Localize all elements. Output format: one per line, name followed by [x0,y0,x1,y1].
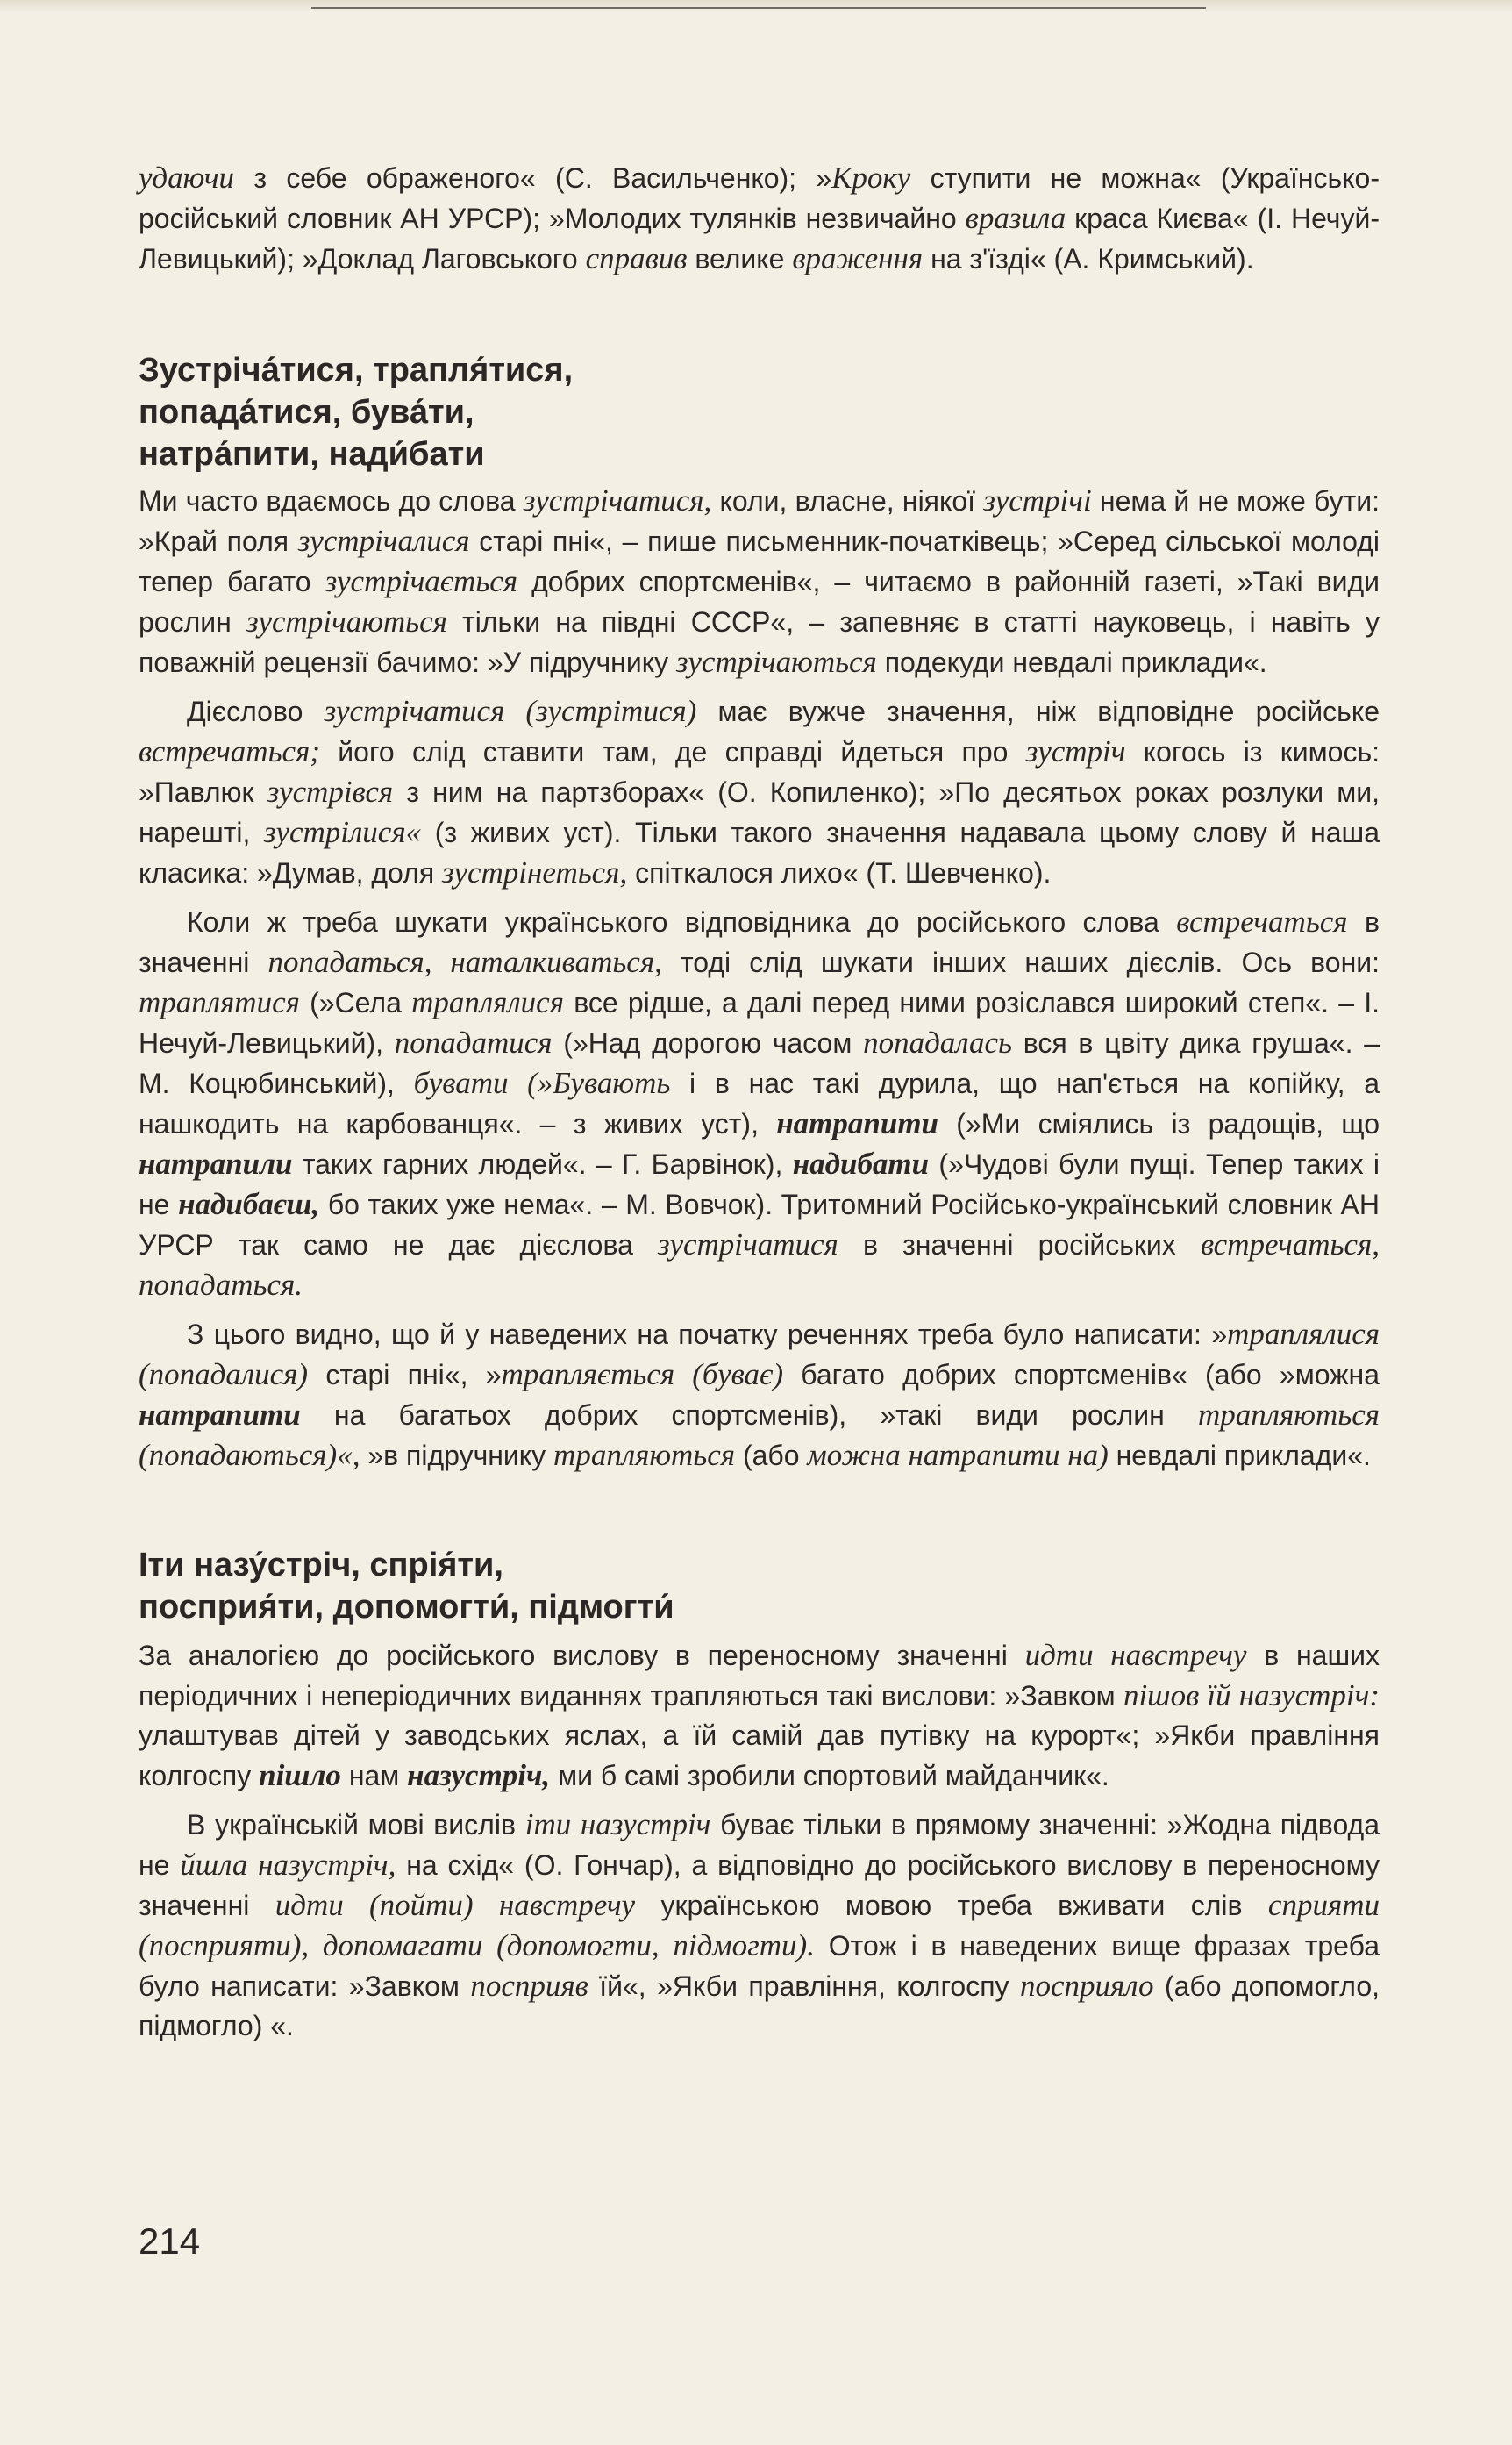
text-run: з ним на партзборах« (О. Копиленко); »По десятьох роках розлуки ми, нарешті, [139,776,1380,848]
text-run: краса Києва« (І. Нечуй-Левицький); »Доклад Лаговського [139,203,1380,275]
heading-line: посприя́ти, допомогти́, підмогти́ [139,1589,674,1626]
text-run: його слід ставити там, де справді йдеться про [319,736,1026,768]
text-run: (або [735,1440,808,1471]
example-word: идти (пойти) навстречу [275,1888,636,1922]
text-run: (»Ми сміялись із радощів, що [938,1108,1380,1140]
example-word: зустріч [1025,734,1126,769]
example-word: зустрінеться, [442,855,628,890]
text-run: Ми часто вдаємось до слова [139,485,524,517]
text-run: таких гарних людей«. – Г. Барвінок), [292,1148,793,1180]
example-word: зустрівся [267,775,394,809]
example-word-bold: пішло [259,1758,341,1792]
text-run: ми б самі зробили спортовий майданчик«. [550,1760,1109,1791]
text-run: в значенні [139,906,1380,978]
section-heading-zustrichatysia [139,349,1380,475]
text-run: спіткалося лихо« (Т. Шевченко). [627,857,1052,889]
text-run: вся в цвіту дика груша«. – М. Коцюбинський), [139,1027,1380,1099]
text-run: їй«, »Якби правління, колгоспу [588,1970,1020,2002]
text-run: нема й не може бути: »Край поля [139,485,1380,557]
text-run: улаштував дітей у заводських яслах, а їй самій дав путівку на курорт«; »Якби правління колгоспу [139,1719,1380,1791]
text-run: (»Чудові були пущі. Тепер таких і не [139,1148,1380,1220]
text-run: добрих спортсменів«, – читаємо в районній газеті, »Такі види рослин [139,566,1380,638]
example-word: попадалась [863,1026,1012,1060]
text-run: буває тільки в прямому значенні: »Жодна підвода не [139,1809,1380,1881]
quote-word: справив [585,241,688,275]
paragraph-4 [139,1314,1380,1476]
paragraph-5 [139,1635,1380,1796]
text-run: когось із кимось: »Павлюк [139,736,1380,808]
example-word: бувати (»Бувають [413,1066,671,1100]
text-run: велике [687,243,793,275]
text-run: (з живих уст). Тільки такого значення надавала цьому слову й наша класика: »Думав, доля [139,817,1380,889]
example-word: зустрічається [325,564,518,598]
example-word: встречаться [1176,904,1348,939]
text-run: Коли ж треба шукати українського відповідника до російського слова [187,906,1177,938]
text-run: на схід« (О. Гончар), а відповідно до російського вислову в переносному значенні [139,1849,1380,1921]
text-run: з себе ображеного« (С. Васильченко); » [234,162,832,194]
paragraph-6 [139,1805,1380,2046]
example-word: зустрічі [983,483,1092,518]
example-word: траплялися [411,985,564,1019]
page-top-edge [0,0,1512,12]
text-run: українською мовою треба вживати слів [635,1890,1268,1921]
paragraph-3 [139,902,1380,1305]
text-run: тоді слід шукати інших наших дієслів. Ось вони: [661,947,1380,978]
example-word: зустрічатися [658,1227,838,1262]
example-word: посприяло [1019,1969,1154,2003]
heading-line: Іти назу́стріч, спрія́ти, [139,1547,503,1584]
example-word: зустрілися« [264,815,422,849]
text-run: нам [340,1760,408,1791]
example-word-bold: надибаєш, [178,1187,320,1221]
text-run: невдалі приклади«. [1108,1440,1371,1471]
example-word-bold: натрапити [139,1398,301,1432]
quote-word: Кроку [831,161,911,195]
example-word: зустрічаються [246,604,447,639]
text-run: (або допомогло, підмогло) «. [139,1970,1380,2041]
quote-word: враження [792,241,924,275]
text-run: »в підручнику [360,1440,554,1471]
text-run: тільки на півдні СССР«, – запевняє в статті науковець, і навіть у поважній рецензії бачимо: »У підручнику [139,606,1380,678]
example-word: попадатися [394,1026,553,1060]
example-word-bold: натрапити [776,1106,939,1140]
example-word-bold: надибати [792,1147,930,1181]
text-run: В українській мові вислів [187,1809,525,1841]
paragraph-2 [139,691,1380,893]
example-word: посприяв [470,1969,588,2003]
example-word-bold: назустріч, [407,1758,551,1792]
heading-line: Зустріча́тися, трапля́тися, [139,352,574,389]
text-run: (»Села [299,987,412,1019]
section-heading-ity-nazustrich [139,1544,1380,1628]
example-word: трапляється (буває) [501,1357,783,1391]
example-word: траплялися (попадалися) [139,1317,1380,1391]
page-top-rule [311,7,1206,9]
text-run: в наших періодичних і неперіодичних виданнях трапляються такі вислови: »Завком [139,1640,1380,1712]
example-word: зустрічаються [675,645,877,679]
example-word: трапляються (попадаються)«, [139,1398,1380,1472]
example-word: трапляються [553,1438,736,1472]
text-run: на багатьох добрих спортсменів), »такі види рослин [300,1399,1198,1431]
example-word: зустрічатися, [523,483,712,518]
paragraph-intro [139,158,1380,279]
text-run: багато добрих спортсменів« (або »можна [782,1359,1380,1391]
example-word-bold: натрапили [139,1147,293,1181]
example-word: йшла назустріч, [180,1848,396,1882]
text-run: Отож і в наведених вище фразах треба було написати: »Завком [139,1930,1380,2002]
text-run: ступити не можна« (Українсько-російський словник АН УРСР); »Молодих тулянків незвичайно [139,162,1380,234]
text-run: на з'їзді« (А. Кримський). [923,243,1254,275]
example-word: можна натрапити на) [807,1438,1109,1472]
heading-line: натра́пити, нади́бати [139,436,485,473]
text-run: має вужче значення, ніж відповідне російське [696,696,1380,727]
text-run: З цього видно, що й у наведених на початку реченнях треба було написати: » [187,1319,1228,1350]
quote-word: удаючи [139,161,235,195]
text-run: все рідше, а далі перед ними розіслався широкий степ«. – І. Нечуй-Левицький), [139,987,1380,1059]
paragraph-1 [139,481,1380,683]
example-word: зустрічатися (зустрітися) [324,694,697,728]
example-word: попадаться, наталкиваться, [267,945,662,979]
page-number: 214 [139,2220,201,2262]
example-word: іти назустріч [524,1807,711,1841]
book-page [139,158,1380,2046]
example-word: сприяти (посприяти), допомагати (допомогти, підмогти). [139,1888,1380,1962]
text-run: Дієслово [187,696,325,727]
text-run: в значенні російських [838,1229,1201,1261]
heading-line: попада́тися, бува́ти, [139,394,474,431]
example-word: идти навстречу [1024,1638,1247,1672]
example-word: встречаться, попадаться. [139,1227,1380,1302]
text-run: і в нас такі дурила, що нап'ється на копійку, а нашкодить на карбованця«. – з живих уст), [139,1068,1380,1140]
example-word: зустрічалися [297,524,470,558]
text-run: старі пні«, » [308,1359,502,1391]
text-run: бо таких уже нема«. – М. Вовчок). Тритомний Російсько-український словник АН УРСР так само не дає дієслова [139,1189,1380,1261]
text-run: За аналогією до російського вислову в переносному значенні [139,1640,1025,1671]
text-run: коли, власне, ніякої [711,485,984,517]
text-run: старі пні«, – пише письменник-початківець; »Серед сільської молоді тепер багато [139,525,1380,597]
text-run: подекуди невдалі приклади«. [876,647,1267,678]
example-word: пішов їй назустріч: [1123,1678,1380,1712]
example-word: встречаться; [139,734,320,769]
example-word: траплятися [139,985,300,1019]
quote-word: вразила [965,201,1066,235]
text-run: (»Над дорогою часом [552,1027,864,1059]
